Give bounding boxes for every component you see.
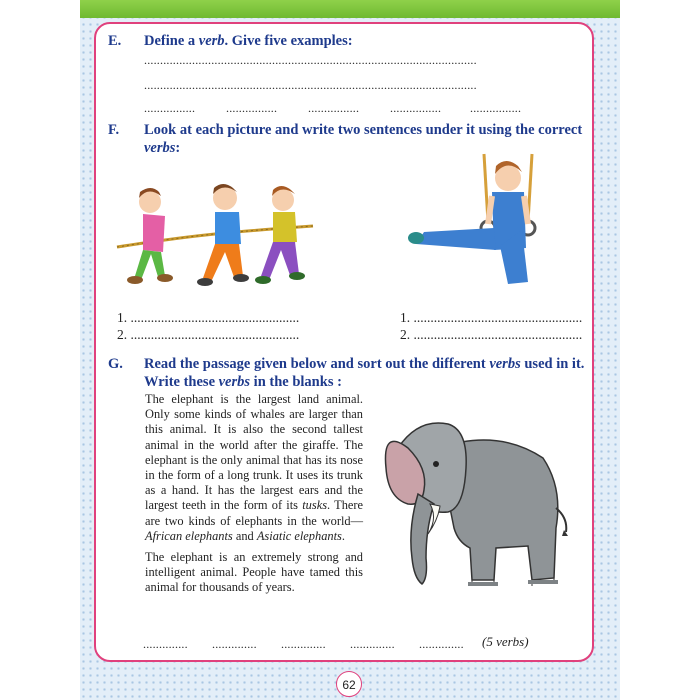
elephant-passage xyxy=(145,392,363,602)
question-text-line2: Write these verbs in the blanks : xyxy=(144,374,342,390)
question-text: Read the passage given below and sort out the different verbs used in it. xyxy=(144,356,585,372)
answer-line[interactable]: 2. .................................................. xyxy=(117,327,300,342)
answer-blank[interactable]: ................ xyxy=(470,101,522,115)
answer-blank[interactable]: ................ xyxy=(308,101,360,115)
question-letter: E. xyxy=(108,33,122,49)
passage-paragraph: The elephant is an extremely strong and intelligent animal. People have tamed this animal for thousands of years. xyxy=(145,550,363,595)
question-letter: G. xyxy=(108,356,123,372)
header-band xyxy=(80,0,620,18)
gymnast-rings-illustration xyxy=(404,152,574,292)
answer-blank[interactable]: ................ xyxy=(144,101,196,115)
page-number: 62 xyxy=(336,671,362,697)
question-e-heading xyxy=(108,32,588,52)
answer-blank[interactable]: .............. xyxy=(212,637,257,651)
answer-blank[interactable]: ................ xyxy=(390,101,442,115)
question-text: Look at each picture and write two sentences under it using the correct xyxy=(144,122,583,138)
question-g-heading xyxy=(108,355,593,393)
answer-blank[interactable]: .............. xyxy=(143,637,188,651)
answer-blank[interactable]: .............. xyxy=(350,637,395,651)
answer-blank[interactable]: ................ xyxy=(226,101,278,115)
elephant-illustration xyxy=(378,408,578,608)
answer-line[interactable]: 1. .................................................. xyxy=(117,310,300,325)
question-letter: F. xyxy=(108,122,120,138)
answer-line[interactable]: 2. .................................................. xyxy=(400,327,583,342)
passage-paragraph: The elephant is the largest land animal. Only some kinds of whales are larger than this animal. It is also the second tallest animal in the world after the giraffe. The elephant is the only animal that has its nose in the form of a long trunk. It uses its trunk as a hand. It has the largest ears and the largest teeth in the form of its tusks. There are two kinds of elephants in the world—African elephants and Asiatic elephants. xyxy=(145,392,364,543)
question-text-line2: verbs: xyxy=(144,140,181,156)
answer-line[interactable]: 1. .................................................. xyxy=(400,310,583,325)
answer-line[interactable]: ........................................................................................................ xyxy=(144,53,477,67)
tug-of-war-illustration xyxy=(115,172,315,297)
question-text: Define a verb. Give five examples: xyxy=(144,33,353,49)
answer-blank[interactable]: .............. xyxy=(281,637,326,651)
answer-blank[interactable]: .............. xyxy=(419,637,464,651)
verb-count-label: (5 verbs) xyxy=(482,634,529,649)
answer-line[interactable]: ........................................................................................................ xyxy=(144,78,477,92)
